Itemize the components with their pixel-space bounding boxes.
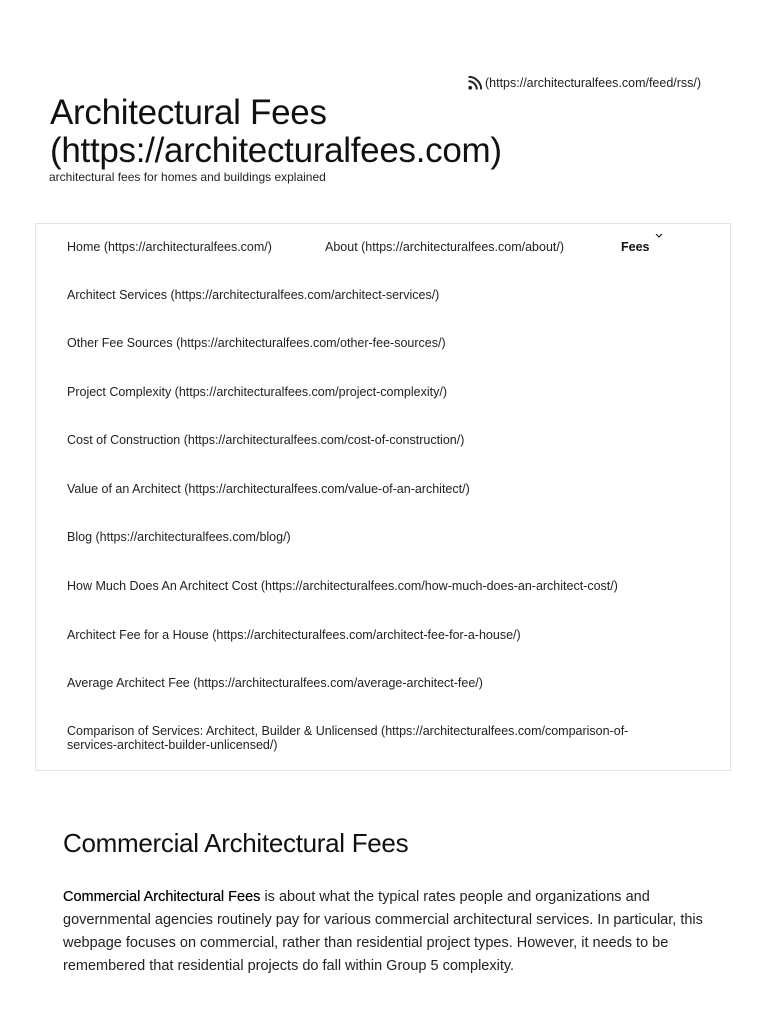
site-tagline: architectural fees for homes and buildings explained <box>49 170 326 184</box>
chevron-down-icon[interactable] <box>654 232 664 240</box>
rss-feed-label: (https://architecturalfees.com/feed/rss/) <box>485 76 702 90</box>
nav-subitem-architect-fee-for-a-house[interactable]: Architect Fee for a House (https://architecturalfees.com/architect-fee-for-a-house/) <box>67 628 521 642</box>
nav-item-about[interactable]: About (https://architecturalfees.com/about/) <box>325 240 565 254</box>
nav-subitem-project-complexity[interactable]: Project Complexity (https://architecturalfees.com/project-complexity/) <box>67 385 447 399</box>
intro-paragraph <box>63 886 708 978</box>
rss-icon <box>468 76 482 90</box>
nav-subitem-how-much-does-an-architect-cost[interactable]: How Much Does An Architect Cost (https://architecturalfees.com/how-much-does-an-architect-cost/) <box>67 579 618 593</box>
nav-subitem-average-architect-fee[interactable]: Average Architect Fee (https://architecturalfees.com/average-architect-fee/) <box>67 676 483 690</box>
nav-subitem-value-of-an-architect[interactable]: Value of an Architect (https://architecturalfees.com/value-of-an-architect/) <box>67 482 470 496</box>
nav-subitem-other-fee-sources[interactable]: Other Fee Sources (https://architecturalfees.com/other-fee-sources/) <box>67 336 446 350</box>
nav-subitem-cost-of-construction[interactable]: Cost of Construction (https://architecturalfees.com/cost-of-construction/) <box>67 433 465 447</box>
nav-item-fees[interactable]: Fees <box>621 240 650 254</box>
rss-feed-link[interactable] <box>468 76 701 90</box>
site-title-link[interactable]: Architectural Fees (https://architecturalfees.com) <box>50 93 502 170</box>
intro-bold-text: Commercial Architectural Fees <box>63 889 261 905</box>
nav-subitem-architect-services[interactable]: Architect Services (https://architecturalfees.com/architect-services/) <box>67 288 440 302</box>
intro-text: is about what the typical rates people and organizations and governmental agencies routinely pay for various commercial architectural services. In particular, this webpage focuses on commercial, rather than residential project types. However, it needs to be remembered that residential projects do fall within Group 5 complexity. <box>63 889 703 974</box>
nav-subitem-blog[interactable]: Blog (https://architecturalfees.com/blog/) <box>67 530 291 544</box>
page-title: Commercial Architectural Fees <box>63 828 409 858</box>
nav-subitem-comparison-of-services[interactable]: Comparison of Services: Architect, Builder & Unlicensed (https://architecturalfees.com/comparison-of-services-architect-builder-unlicensed/) <box>67 724 629 752</box>
nav-item-home[interactable]: Home (https://architecturalfees.com/) <box>67 240 272 254</box>
site-title <box>50 94 570 170</box>
